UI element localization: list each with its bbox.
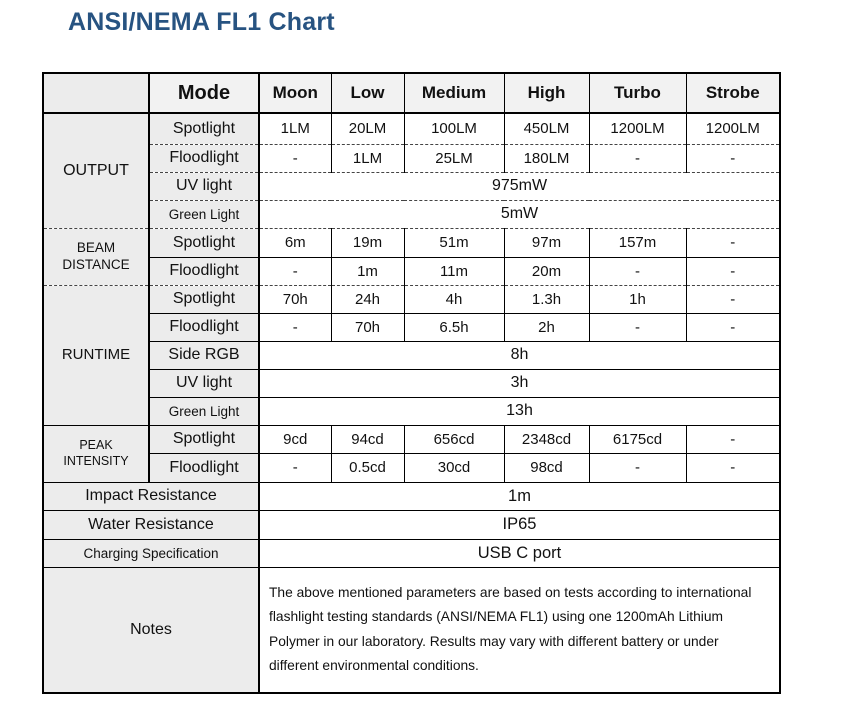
mode-label: Spotlight <box>149 113 259 144</box>
cell: 2h <box>504 313 589 341</box>
row-notes <box>43 567 780 693</box>
row-water-resistance <box>43 510 780 539</box>
cell: 24h <box>331 285 404 313</box>
cell: - <box>686 453 780 482</box>
row-peak-spotlight <box>43 425 780 453</box>
mode-label: Spotlight <box>149 228 259 257</box>
cell: 1LM <box>259 113 331 144</box>
mode-label: Spotlight <box>149 285 259 313</box>
row-runtime-spotlight <box>43 285 780 313</box>
cell: 100LM <box>404 113 504 144</box>
cell: 1200LM <box>686 113 780 144</box>
cell: - <box>589 144 686 172</box>
row-runtime-uv <box>43 369 780 397</box>
cell: - <box>686 257 780 285</box>
cell: 70h <box>259 285 331 313</box>
mode-label: Spotlight <box>149 425 259 453</box>
row-runtime-side-rgb <box>43 341 780 369</box>
cell: - <box>259 144 331 172</box>
spec-label-water-resistance: Water Resistance <box>43 510 259 539</box>
row-output-uv <box>43 172 780 200</box>
cell: - <box>589 313 686 341</box>
cell: 157m <box>589 228 686 257</box>
cell: 1m <box>331 257 404 285</box>
row-peak-floodlight <box>43 453 780 482</box>
cell: - <box>589 453 686 482</box>
cell: 98cd <box>504 453 589 482</box>
section-label-runtime: RUNTIME <box>43 285 149 425</box>
cell: - <box>686 285 780 313</box>
cell: 20m <box>504 257 589 285</box>
spec-value: 1m <box>259 482 780 510</box>
cell: - <box>259 453 331 482</box>
cell: 25LM <box>404 144 504 172</box>
cell: 0.5cd <box>331 453 404 482</box>
level-header-moon: Moon <box>259 73 331 113</box>
header-row <box>43 73 780 113</box>
cell: - <box>686 228 780 257</box>
level-header-turbo: Turbo <box>589 73 686 113</box>
cell: 1200LM <box>589 113 686 144</box>
cell: 19m <box>331 228 404 257</box>
section-label-output: OUTPUT <box>43 113 149 228</box>
cell: 9cd <box>259 425 331 453</box>
mode-label: Side RGB <box>149 341 259 369</box>
row-output-floodlight <box>43 144 780 172</box>
span-value: 13h <box>259 397 780 425</box>
cell: - <box>686 313 780 341</box>
mode-label: Floodlight <box>149 453 259 482</box>
mode-label: UV light <box>149 172 259 200</box>
cell: 1LM <box>331 144 404 172</box>
notes-label: Notes <box>43 567 259 693</box>
cell: - <box>589 257 686 285</box>
row-runtime-green <box>43 397 780 425</box>
cell: 6.5h <box>404 313 504 341</box>
cell: 51m <box>404 228 504 257</box>
corner-cell <box>43 73 149 113</box>
cell: 1h <box>589 285 686 313</box>
mode-label: Floodlight <box>149 144 259 172</box>
level-header-strobe: Strobe <box>686 73 780 113</box>
mode-label: Green Light <box>149 397 259 425</box>
span-value: 5mW <box>259 200 780 228</box>
row-output-spotlight <box>43 113 780 144</box>
cell: 4h <box>404 285 504 313</box>
span-value: 975mW <box>259 172 780 200</box>
row-output-green <box>43 200 780 228</box>
row-impact-resistance <box>43 482 780 510</box>
cell: 30cd <box>404 453 504 482</box>
mode-label: Floodlight <box>149 257 259 285</box>
section-label-peak-intensity: PEAK INTENSITY <box>43 425 149 482</box>
fl1-spec-table <box>42 72 781 694</box>
cell: 97m <box>504 228 589 257</box>
level-header-low: Low <box>331 73 404 113</box>
cell: 656cd <box>404 425 504 453</box>
row-charging-specification <box>43 539 780 567</box>
cell: 94cd <box>331 425 404 453</box>
mode-label: UV light <box>149 369 259 397</box>
cell: - <box>259 313 331 341</box>
cell: 2348cd <box>504 425 589 453</box>
row-beam-spotlight <box>43 228 780 257</box>
spec-value: USB C port <box>259 539 780 567</box>
cell: 180LM <box>504 144 589 172</box>
mode-label: Floodlight <box>149 313 259 341</box>
cell: 20LM <box>331 113 404 144</box>
row-beam-floodlight <box>43 257 780 285</box>
span-value: 8h <box>259 341 780 369</box>
cell: - <box>686 425 780 453</box>
cell: 450LM <box>504 113 589 144</box>
spec-value: IP65 <box>259 510 780 539</box>
span-value: 3h <box>259 369 780 397</box>
cell: - <box>259 257 331 285</box>
cell: 11m <box>404 257 504 285</box>
mode-label: Green Light <box>149 200 259 228</box>
spec-label-charging-specification: Charging Specification <box>43 539 259 567</box>
cell: 6175cd <box>589 425 686 453</box>
notes-text: The above mentioned parameters are based on tests according to international flashlight testing standards (ANSI/NEMA FL1) using one 1200mAh Lithium Polymer in our laboratory. Results may vary with different battery or under different environmental conditions. <box>259 567 780 693</box>
cell: 6m <box>259 228 331 257</box>
level-header-high: High <box>504 73 589 113</box>
mode-column-header: Mode <box>149 73 259 113</box>
page-title: ANSI/NEMA FL1 Chart <box>68 8 335 36</box>
cell: 70h <box>331 313 404 341</box>
cell: - <box>686 144 780 172</box>
section-label-beam-distance: BEAM DISTANCE <box>43 228 149 285</box>
cell: 1.3h <box>504 285 589 313</box>
spec-label-impact-resistance: Impact Resistance <box>43 482 259 510</box>
row-runtime-floodlight <box>43 313 780 341</box>
level-header-medium: Medium <box>404 73 504 113</box>
